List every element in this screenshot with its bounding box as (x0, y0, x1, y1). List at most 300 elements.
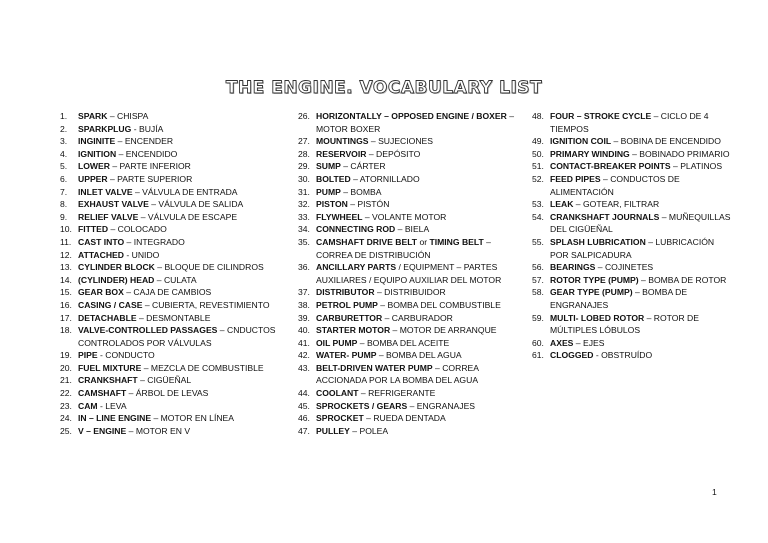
separator: – (116, 148, 126, 159)
separator: – (340, 161, 351, 172)
spanish-translation: CICLO DE 4 TIEMPOS (550, 111, 709, 134)
vocab-item (298, 425, 524, 438)
vocab-item (532, 312, 732, 337)
vocab-item (298, 400, 524, 413)
separator: – (651, 111, 661, 121)
item-text (316, 198, 524, 211)
item-text (550, 148, 732, 161)
item-number: 11. (60, 236, 72, 247)
separator: – (137, 375, 148, 386)
item-text (550, 160, 732, 173)
item-text (316, 110, 524, 135)
item-text (316, 236, 524, 261)
item-number: 13. (60, 262, 72, 273)
item-text (78, 261, 286, 274)
english-term: CRANKSHAFT (78, 375, 138, 386)
item-text (550, 312, 732, 337)
spanish-translation: MOTOR BOXER (316, 123, 381, 134)
item-text (316, 400, 524, 413)
item-number: 28. (298, 148, 310, 159)
spanish-translation: CNDUCTOS CONTROLADOS POR VÁLVULAS (78, 325, 276, 348)
item-text (316, 286, 524, 299)
vocab-item (298, 223, 524, 236)
spanish-translation: BOBINA DE ENCENDIDO (620, 136, 721, 147)
english-term: CAMSHAFT DRIVE BELT (316, 236, 418, 247)
english-term: CAST INTO (78, 236, 125, 247)
item-text (78, 173, 286, 186)
spanish-translation: PLATINOS (680, 161, 723, 172)
separator: – (151, 413, 161, 424)
item-text (316, 387, 524, 400)
english-term: VALVE-CONTROLLED PASSAGES (78, 325, 218, 336)
item-text (78, 312, 286, 325)
item-number: 49. (532, 136, 544, 147)
spanish-translation: PARTE SUPERIOR (117, 173, 193, 184)
spanish-translation: ATORNILLADO (359, 173, 420, 184)
separator: – (573, 337, 583, 348)
separator: – (632, 287, 643, 298)
separator: – (357, 337, 367, 348)
spanish-translation: COLOCADO (117, 224, 167, 235)
item-text (316, 148, 524, 161)
english-term: CAM (78, 400, 98, 411)
english-term: MULTI- LOBED ROTOR (550, 312, 645, 323)
spanish-translation: CUBIERTA, REVESTIMIENTO (152, 299, 270, 310)
item-text (316, 324, 524, 337)
item-number: 3. (60, 136, 68, 147)
vocab-item (60, 286, 286, 299)
item-number: 17. (60, 312, 72, 323)
spanish-translation: ÁRBOL DE LEVAS (135, 388, 209, 399)
vocab-item (532, 135, 732, 148)
separator: – (432, 362, 443, 373)
vocab-item (298, 211, 524, 224)
english-term: WATER- PUMP (316, 350, 377, 361)
spanish-translation: BIELA (404, 224, 430, 235)
separator: – (107, 173, 118, 184)
english-term: RESERVOIR (316, 148, 367, 159)
item-text (78, 135, 286, 148)
separator: – (376, 350, 387, 361)
item-number: 56. (532, 262, 544, 273)
separator: – (141, 362, 151, 373)
item-text (316, 425, 524, 438)
item-number: 53. (532, 199, 544, 210)
english-term: CONTACT-BREAKER POINTS (550, 161, 671, 172)
item-number: 33. (298, 211, 310, 222)
separator: - (124, 249, 132, 260)
item-number: 45. (298, 400, 310, 411)
spanish-translation: LUBRICACIÓN POR SALPICADURA (550, 236, 715, 260)
vocab-item (532, 110, 732, 135)
vocab-item (532, 349, 732, 362)
item-number: 59. (532, 312, 544, 323)
separator: – (363, 413, 374, 424)
spanish-translation: MOTOR EN V (135, 425, 191, 436)
item-text (78, 110, 286, 123)
separator: – (368, 136, 379, 147)
item-number: 1. (60, 111, 68, 121)
item-number: 29. (298, 161, 310, 172)
separator: – (377, 299, 388, 310)
english-term: INLET VALVE (78, 186, 133, 197)
item-number: 22. (60, 388, 72, 399)
vocab-item (298, 236, 524, 261)
english-term: SPLASH LUBRICATION (550, 236, 646, 247)
item-text (550, 198, 732, 211)
separator: – (126, 425, 136, 436)
item-text (316, 186, 524, 199)
page-title: THE ENGINE. VOCABULARY LIST (225, 78, 543, 98)
vocab-item (298, 198, 524, 211)
item-number: 60. (532, 337, 544, 348)
item-number: 21. (60, 375, 72, 386)
vocab-item (298, 312, 524, 325)
spanish-translation: UNIDO (131, 249, 160, 260)
english-term: SUMP (316, 161, 341, 172)
vocab-item (60, 387, 286, 400)
item-text (78, 211, 286, 224)
spanish-translation: MOTOR EN LÍNEA (160, 413, 235, 424)
separator: – (126, 388, 136, 399)
separator: – (350, 173, 360, 184)
vocab-item (532, 286, 732, 311)
separator: – (115, 136, 125, 147)
item-text (550, 286, 732, 311)
item-text (316, 299, 524, 312)
vocab-item (60, 349, 286, 362)
item-number: 5. (60, 161, 68, 172)
vocab-item (298, 148, 524, 161)
english-term: PUMP (316, 186, 341, 197)
english-term: CONNECTING ROD (316, 224, 396, 235)
separator: – (644, 312, 654, 323)
vocab-item (60, 312, 286, 325)
english-term: INGINITE (78, 136, 116, 147)
english-term: BOLTED (316, 173, 351, 184)
item-text (78, 286, 286, 299)
spanish-translation: ROTOR DE MÚLTIPLES LÓBULOS (550, 312, 699, 336)
vocab-item (298, 337, 524, 350)
english-term: CLOGGED (550, 350, 594, 361)
vocab-item (532, 198, 732, 211)
vocab-item (532, 160, 732, 173)
vocab-item (298, 186, 524, 199)
vocab-item (60, 261, 286, 274)
item-number: 25. (60, 425, 72, 436)
item-number: 6. (60, 173, 68, 184)
spanish-translation: BOBINADO PRIMARIO (639, 148, 730, 159)
english-term: BELT-DRIVEN WATER PUMP (316, 362, 433, 373)
spanish-translation: VÁLVULA DE SALIDA (158, 199, 244, 210)
english-term: SPARKPLUG (78, 123, 132, 134)
item-text (78, 236, 286, 249)
english-term: SPARK (78, 111, 108, 121)
spanish-translation: PISTÓN (357, 199, 390, 210)
item-text (78, 362, 286, 375)
vocab-item (60, 173, 286, 186)
item-text (78, 123, 286, 136)
item-number: 39. (298, 312, 310, 323)
separator: - (97, 350, 106, 361)
item-text (550, 110, 732, 135)
vocab-item (298, 387, 524, 400)
item-number: 37. (298, 287, 310, 298)
item-text (78, 374, 286, 387)
item-text (550, 173, 732, 198)
item-number: 48. (532, 111, 544, 121)
vocab-item (532, 337, 732, 350)
separator: – (358, 388, 369, 399)
separator: – (366, 148, 377, 159)
english-term-alt: TIMING BELT (429, 236, 484, 247)
vocab-item (60, 274, 286, 287)
english-term: FOUR – STROKE CYCLE (550, 111, 652, 121)
separator: – (347, 199, 358, 210)
separator: – (349, 425, 360, 436)
separator: – (107, 111, 118, 121)
item-text (550, 261, 732, 274)
item-number: 26. (298, 111, 310, 121)
separator: - (593, 350, 602, 361)
item-text (78, 198, 286, 211)
english-term: CRANKSHAFT JOURNALS (550, 211, 660, 222)
item-number: 15. (60, 287, 72, 298)
english-term: STARTER MOTOR (316, 325, 391, 336)
item-number: 61. (532, 350, 544, 361)
spanish-translation: ENCENDER (124, 136, 174, 147)
separator: – (390, 325, 400, 336)
spanish-translation: CULATA (163, 274, 197, 285)
vocab-item (60, 110, 286, 123)
vocab-item (60, 412, 286, 425)
item-text (550, 135, 732, 148)
english-term: SPROCKET (316, 413, 364, 424)
item-number: 55. (532, 236, 544, 247)
spanish-translation: CONDUCTOS DE ALIMENTACIÓN (550, 173, 680, 197)
item-text (550, 349, 732, 362)
item-text (316, 412, 524, 425)
vocab-item (60, 123, 286, 136)
english-term: ANCILLARY PARTS (316, 262, 397, 273)
spanish-translation: RUEDA DENTADA (373, 413, 446, 424)
item-text (316, 349, 524, 362)
english-term: OIL PUMP (316, 337, 358, 348)
english-term: LOWER (78, 161, 110, 172)
vocab-item (60, 362, 286, 375)
item-number: 2. (60, 123, 68, 134)
separator: – (374, 287, 385, 298)
item-text (550, 236, 732, 261)
english-term: COOLANT (316, 388, 359, 399)
item-number: 24. (60, 413, 72, 424)
vocab-item (60, 374, 286, 387)
english-term: PISTON (316, 199, 348, 210)
item-number: 18. (60, 325, 72, 336)
separator: – (611, 136, 621, 147)
item-number: 58. (532, 287, 544, 298)
english-term: IGNITION COIL (550, 136, 612, 147)
spanish-translation: PARTE INFERIOR (119, 161, 191, 172)
item-number: 54. (532, 211, 544, 222)
english-term: SPROCKETS / GEARS (316, 400, 408, 411)
vocab-item (60, 425, 286, 438)
english-term: AXES (550, 337, 574, 348)
separator: – (362, 211, 373, 222)
item-number: 30. (298, 173, 310, 184)
separator: – (142, 299, 153, 310)
item-number: 38. (298, 299, 310, 310)
vocab-column-2 (298, 110, 524, 437)
item-text (316, 362, 524, 387)
vocab-item (298, 299, 524, 312)
separator: – (407, 400, 417, 411)
vocab-item (532, 274, 732, 287)
spanish-translation: EJES (582, 337, 605, 348)
spanish-translation: VÁLVULA DE ENTRADA (142, 186, 238, 197)
english-term: IN – LINE ENGINE (78, 413, 152, 424)
separator: – (109, 161, 120, 172)
english-term: PULLEY (316, 425, 350, 436)
vocab-item (298, 135, 524, 148)
spanish-translation: CAJA DE CAMBIOS (133, 287, 212, 298)
vocab-item (298, 160, 524, 173)
item-number: 46. (298, 413, 310, 424)
item-text (78, 223, 286, 236)
item-text (78, 387, 286, 400)
item-number: 35. (298, 236, 310, 247)
item-number: 51. (532, 161, 544, 172)
spanish-translation: BOMBA DE ENGRANAJES (550, 287, 688, 310)
spanish-translation: INTEGRADO (133, 236, 185, 247)
item-text (78, 249, 286, 262)
item-number: 10. (60, 224, 72, 235)
spanish-translation: BOMBA DEL ACEITE (366, 337, 450, 348)
item-text (316, 337, 524, 350)
spanish-translation: CORREA DE DISTRIBUCIÓN (316, 249, 431, 260)
item-text (316, 173, 524, 186)
item-number: 34. (298, 224, 310, 235)
separator: – (340, 186, 351, 197)
item-number: 14. (60, 274, 72, 285)
item-text (78, 425, 286, 438)
separator: – (659, 211, 669, 222)
item-text (78, 160, 286, 173)
item-text (78, 148, 286, 161)
spanish-translation: COJINETES (604, 262, 654, 273)
english-term: FEED PIPES (550, 173, 601, 184)
separator: – (108, 224, 118, 235)
spanish-translation: MOTOR DE ARRANQUE (399, 325, 497, 336)
spanish-translation: GOTEAR, FILTRAR (582, 199, 660, 210)
item-text (78, 349, 286, 362)
spanish-translation: CORREA ACCIONADA POR LA BOMBA DEL AGUA (316, 362, 479, 386)
english-term: GEAR BOX (78, 287, 124, 298)
separator: – (483, 236, 491, 247)
vocab-item (60, 198, 286, 211)
separator: – (132, 186, 143, 197)
separator: – (600, 173, 611, 184)
item-number: 52. (532, 173, 544, 184)
english-term: (CYLINDER) HEAD (78, 274, 155, 285)
vocab-item (298, 349, 524, 362)
english-term: CYLINDER BLOCK (78, 262, 155, 273)
spanish-translation: BOMBA (350, 186, 382, 197)
spanish-translation: BOMBA DE ROTOR (648, 274, 727, 285)
vocab-item (298, 173, 524, 186)
separator: - (97, 400, 106, 411)
vocab-item (298, 286, 524, 299)
item-text (78, 186, 286, 199)
spanish-translation: CARBURADOR (391, 312, 453, 323)
vocab-column-3 (532, 110, 732, 362)
vocab-item (60, 236, 286, 249)
item-text (316, 261, 524, 286)
item-number: 47. (298, 425, 310, 436)
english-term: EXHAUST VALVE (78, 199, 149, 210)
english-term: CASING / CASE (78, 299, 143, 310)
separator: - (131, 123, 139, 134)
vocab-column-1 (60, 110, 286, 437)
vocab-item (60, 249, 286, 262)
english-term: FUEL MIXTURE (78, 362, 142, 373)
english-term: PRIMARY WINDING (550, 148, 630, 159)
english-term: UPPER (78, 173, 108, 184)
item-text (78, 299, 286, 312)
item-text (78, 324, 286, 349)
separator: – (454, 262, 464, 273)
spanish-translation: DESMONTABLE (146, 312, 211, 323)
item-number: 7. (60, 186, 68, 197)
spanish-translation: LEVA (105, 400, 127, 411)
separator: – (138, 211, 148, 222)
separator: – (123, 287, 134, 298)
vocab-item (532, 261, 732, 274)
separator: – (382, 312, 392, 323)
separator: – (638, 274, 649, 285)
english-term: ATTACHED (78, 249, 124, 260)
vocab-item (532, 148, 732, 161)
english-term: GEAR TYPE (PUMP) (550, 287, 633, 298)
item-number: 19. (60, 350, 72, 361)
item-number: 44. (298, 388, 310, 399)
separator: – (124, 236, 134, 247)
term-connector: or (417, 236, 430, 247)
item-text (78, 274, 286, 287)
vocab-item (60, 160, 286, 173)
separator: – (595, 262, 605, 273)
separator: – (395, 224, 405, 235)
english-term: DISTRIBUTOR (316, 287, 375, 298)
item-text (550, 337, 732, 350)
spanish-translation: BOMBA DEL COMBUSTIBLE (387, 299, 501, 310)
english-term: V – ENGINE (78, 425, 127, 436)
english-term: RELIEF VALVE (78, 211, 139, 222)
spanish-translation: VÁLVULA DE ESCAPE (147, 211, 238, 222)
vocab-item (298, 110, 524, 135)
item-number: 4. (60, 148, 68, 159)
separator: – (573, 199, 583, 210)
vocab-item (60, 211, 286, 224)
spanish-translation: CHISPA (117, 111, 149, 121)
term-connector: / EQUIPMENT (396, 262, 455, 273)
item-number: 41. (298, 337, 310, 348)
item-number: 42. (298, 350, 310, 361)
vocab-item (298, 261, 524, 286)
separator: – (506, 111, 515, 121)
spanish-translation: ENGRANAJES (416, 400, 476, 411)
item-text (316, 160, 524, 173)
